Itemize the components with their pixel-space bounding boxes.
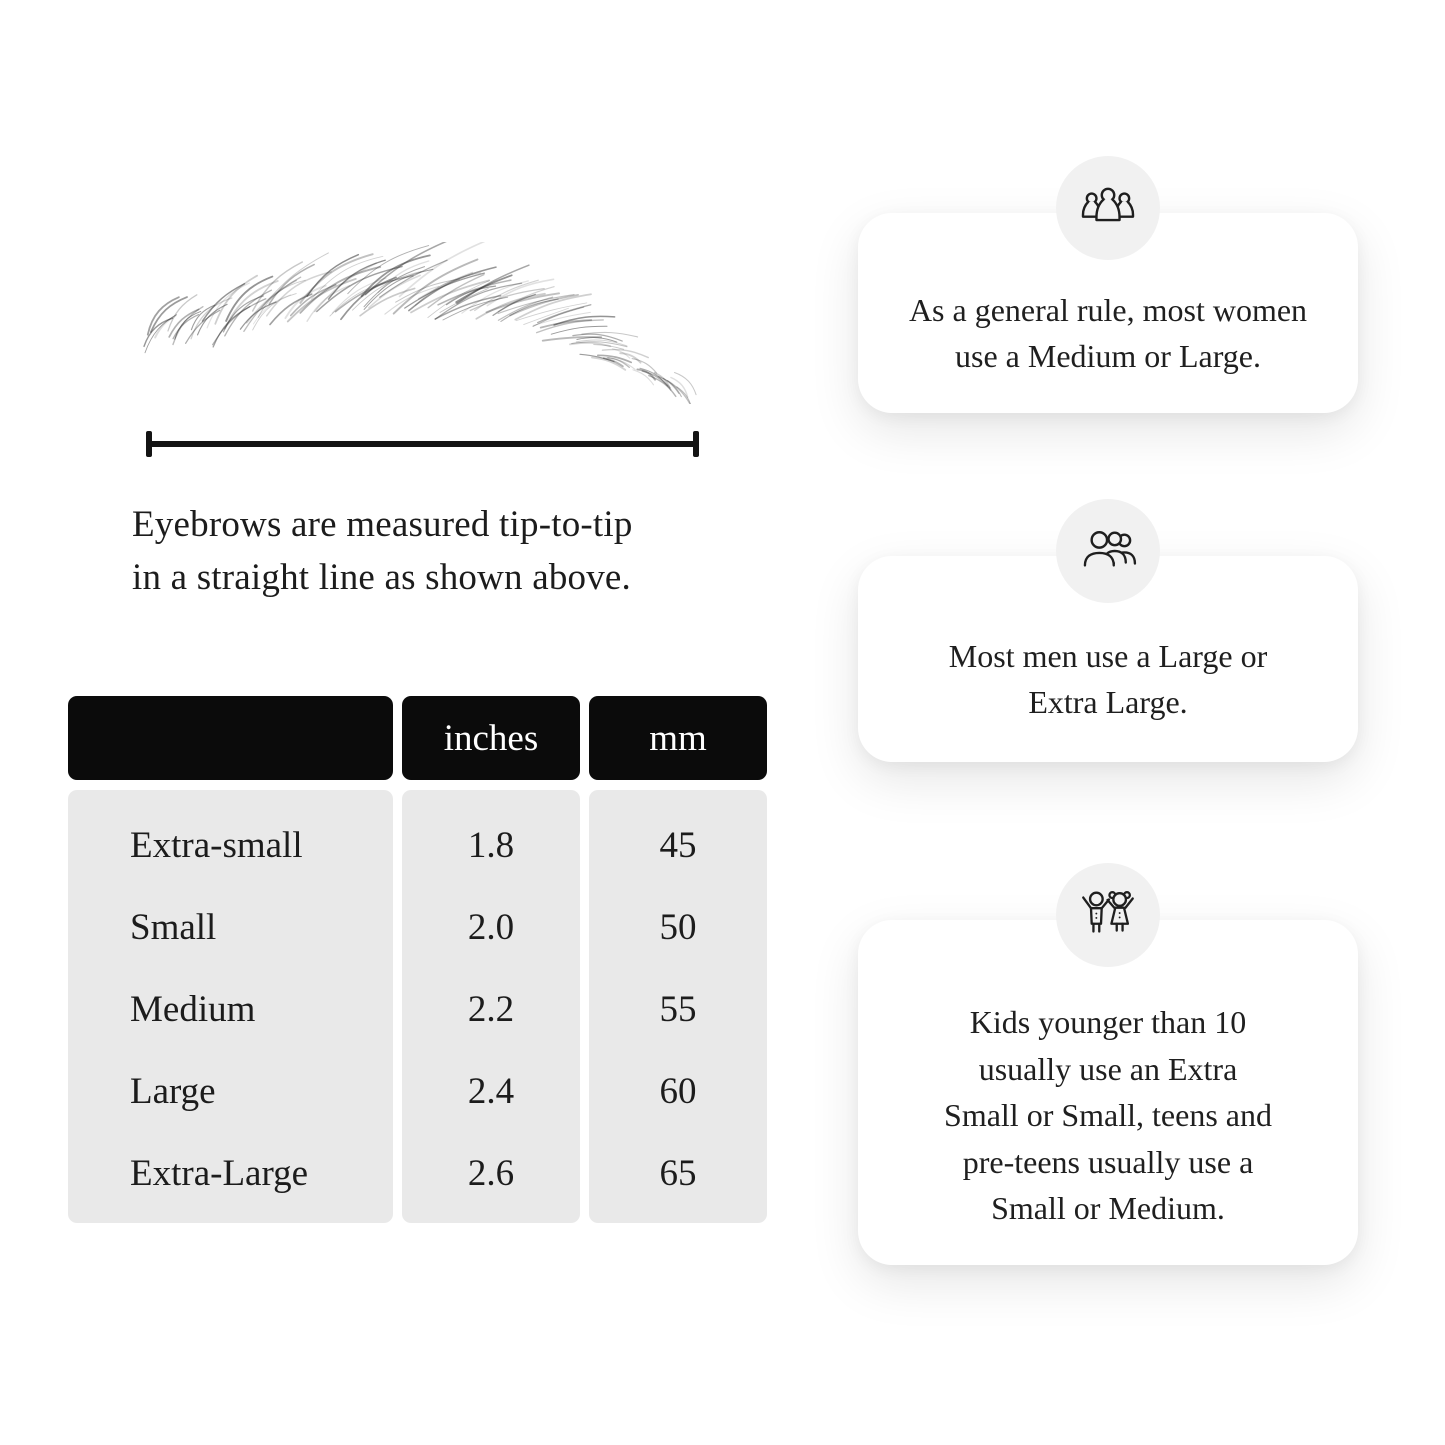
mm-value: 50 <box>659 906 697 948</box>
eyebrow-drawing-icon <box>112 242 707 404</box>
inches-value: 2.6 <box>467 1152 515 1194</box>
measurement-caption <box>132 498 633 604</box>
icon-circle <box>1056 863 1160 967</box>
measurement-line <box>146 431 699 457</box>
table-row <box>68 968 767 1050</box>
mm-value: 45 <box>659 824 697 866</box>
table-row <box>68 1050 767 1132</box>
size-label: Small <box>130 906 217 948</box>
table-row <box>68 1132 767 1214</box>
mm-value: 55 <box>659 988 697 1030</box>
table-row <box>68 886 767 968</box>
size-label: Large <box>130 1070 216 1112</box>
size-label: Extra-Large <box>130 1152 309 1194</box>
info-card-kids <box>858 920 1358 1265</box>
measure-bar <box>148 441 697 447</box>
women-group-icon <box>1075 183 1141 233</box>
mm-value: 60 <box>659 1070 697 1112</box>
size-table <box>68 696 767 1223</box>
info-card-men <box>858 556 1358 762</box>
children-icon <box>1075 887 1141 943</box>
table-row <box>68 804 767 886</box>
inches-value: 1.8 <box>467 824 515 866</box>
info-card-text: Kids younger than 10 usually use an Extra Small or Small, teens and pre-teens usually use a Small or Medium. <box>944 1004 1272 1227</box>
inches-value: 2.4 <box>467 1070 515 1112</box>
caption-line-2: in a straight line as shown above. <box>132 557 632 598</box>
header-cell-size <box>68 696 393 780</box>
measure-right-tick <box>693 431 699 457</box>
eyebrow-illustration <box>112 242 707 404</box>
size-label: Extra-small <box>130 824 303 866</box>
inches-value: 2.0 <box>467 906 515 948</box>
icon-circle <box>1056 156 1160 260</box>
size-table-body <box>68 790 767 1223</box>
inches-value: 2.2 <box>467 988 515 1030</box>
header-cell-inches: inches <box>402 696 580 780</box>
men-group-icon <box>1075 526 1141 576</box>
size-label: Medium <box>130 988 256 1030</box>
info-card-women <box>858 213 1358 413</box>
icon-circle <box>1056 499 1160 603</box>
info-card-text: As a general rule, most women use a Medium or Large. <box>908 291 1308 374</box>
size-table-header <box>68 696 767 780</box>
header-cell-mm: mm <box>589 696 767 780</box>
mm-value: 65 <box>659 1152 697 1194</box>
caption-line-1: Eyebrows are measured tip-to-tip <box>132 504 633 545</box>
info-card-text: Most men use a Large or Extra Large. <box>948 637 1268 720</box>
